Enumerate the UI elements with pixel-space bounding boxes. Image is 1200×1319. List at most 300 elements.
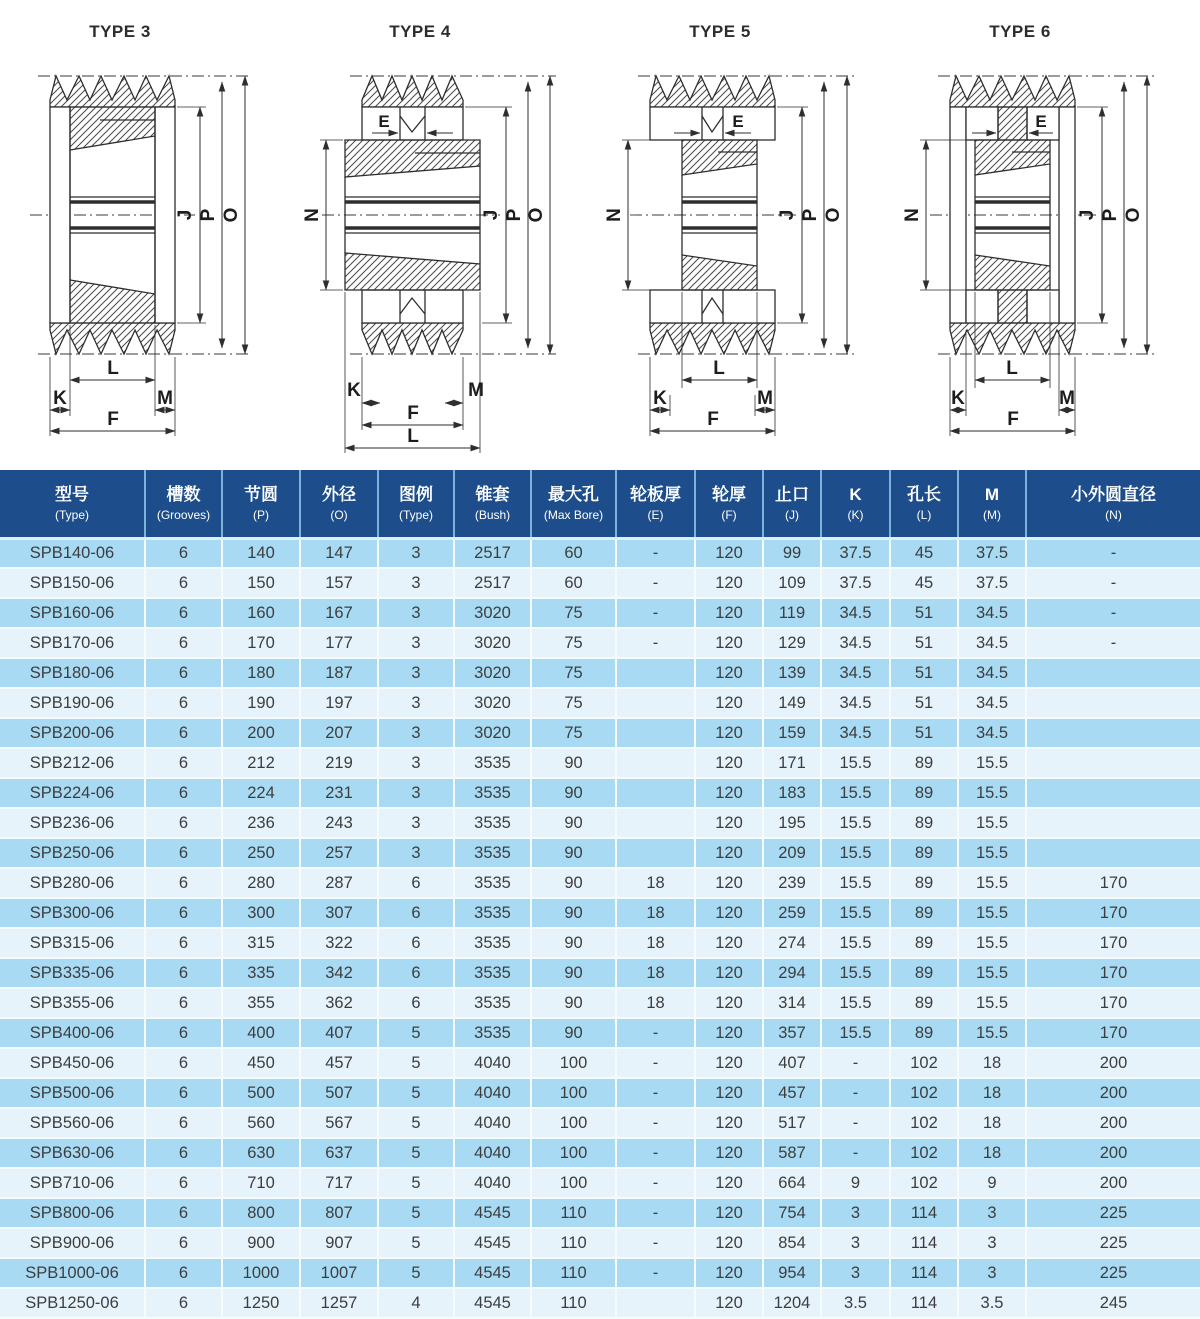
cell: 3 bbox=[958, 1198, 1026, 1228]
diagram-title-type-3: TYPE 3 bbox=[89, 22, 151, 41]
cell: 15.5 bbox=[821, 748, 890, 778]
dim-label-m: M bbox=[157, 388, 173, 409]
cell: 567 bbox=[300, 1108, 378, 1138]
cell: 5 bbox=[378, 1258, 454, 1288]
cell: 18 bbox=[616, 898, 695, 928]
cell: 225 bbox=[1026, 1198, 1200, 1228]
cell: 120 bbox=[695, 898, 763, 928]
dim-label-p: P bbox=[198, 208, 219, 222]
cell bbox=[616, 748, 695, 778]
cell: 45 bbox=[890, 568, 958, 598]
cell: - bbox=[616, 1018, 695, 1048]
cell: 259 bbox=[763, 898, 821, 928]
cell: 243 bbox=[300, 808, 378, 838]
cell: 3535 bbox=[454, 868, 531, 898]
cell: 90 bbox=[531, 748, 616, 778]
pulley-drawing-type-5 bbox=[600, 0, 900, 466]
cell: - bbox=[616, 568, 695, 598]
cell: 102 bbox=[890, 1048, 958, 1078]
cell: 6 bbox=[145, 988, 222, 1018]
table-row bbox=[0, 1018, 1200, 1048]
cell bbox=[616, 688, 695, 718]
cell: 212 bbox=[222, 748, 300, 778]
cell: 120 bbox=[695, 568, 763, 598]
column-header: 槽数 (Grooves) bbox=[145, 470, 222, 538]
cell: 4545 bbox=[454, 1228, 531, 1258]
cell: 119 bbox=[763, 598, 821, 628]
cell: 6 bbox=[145, 688, 222, 718]
cell: 110 bbox=[531, 1228, 616, 1258]
table-row bbox=[0, 718, 1200, 748]
cell: 6 bbox=[145, 718, 222, 748]
cell: SPB280-06 bbox=[0, 868, 145, 898]
cell: 34.5 bbox=[958, 598, 1026, 628]
dim-label-l: L bbox=[713, 358, 725, 379]
cell: 90 bbox=[531, 958, 616, 988]
cell: 307 bbox=[300, 898, 378, 928]
cell: 280 bbox=[222, 868, 300, 898]
cell: SPB355-06 bbox=[0, 988, 145, 1018]
dim-label-l: L bbox=[1006, 358, 1018, 379]
cell: 6 bbox=[145, 898, 222, 928]
cell: 6 bbox=[145, 838, 222, 868]
diagram-title-type-5: TYPE 5 bbox=[689, 22, 751, 41]
table-row bbox=[0, 808, 1200, 838]
cell: 6 bbox=[378, 928, 454, 958]
cell: SPB1000-06 bbox=[0, 1258, 145, 1288]
cell: 3020 bbox=[454, 718, 531, 748]
cell: 342 bbox=[300, 958, 378, 988]
cell: 200 bbox=[1026, 1138, 1200, 1168]
cell: 120 bbox=[695, 718, 763, 748]
dim-label-p: P bbox=[504, 208, 525, 222]
cell: SPB170-06 bbox=[0, 628, 145, 658]
cell: 3535 bbox=[454, 928, 531, 958]
spec-table bbox=[0, 470, 1200, 1319]
cell: 15.5 bbox=[958, 898, 1026, 928]
cell: 18 bbox=[616, 958, 695, 988]
cell: 219 bbox=[300, 748, 378, 778]
cell: - bbox=[1026, 568, 1200, 598]
cell: 3535 bbox=[454, 898, 531, 928]
dim-label-e: E bbox=[732, 112, 744, 131]
cell: 710 bbox=[222, 1168, 300, 1198]
cell: 6 bbox=[145, 1168, 222, 1198]
cell: 294 bbox=[763, 958, 821, 988]
cell: 2517 bbox=[454, 568, 531, 598]
cell: SPB335-06 bbox=[0, 958, 145, 988]
cell: SPB315-06 bbox=[0, 928, 145, 958]
column-header: 小外圆直径 (N) bbox=[1026, 470, 1200, 538]
cell: 315 bbox=[222, 928, 300, 958]
cell: 60 bbox=[531, 538, 616, 568]
cell: 15.5 bbox=[958, 838, 1026, 868]
cell: 1204 bbox=[763, 1288, 821, 1318]
cell: 6 bbox=[145, 1198, 222, 1228]
cell: 157 bbox=[300, 568, 378, 598]
cell: - bbox=[616, 1258, 695, 1288]
dim-label-j: J bbox=[777, 209, 798, 221]
cell: 120 bbox=[695, 1138, 763, 1168]
cell: 4040 bbox=[454, 1108, 531, 1138]
cell: 15.5 bbox=[958, 958, 1026, 988]
cell: 3.5 bbox=[821, 1288, 890, 1318]
cell: SPB250-06 bbox=[0, 838, 145, 868]
cell: 239 bbox=[763, 868, 821, 898]
cell: 120 bbox=[695, 778, 763, 808]
cell: 3535 bbox=[454, 838, 531, 868]
cell: 231 bbox=[300, 778, 378, 808]
cell: 3020 bbox=[454, 658, 531, 688]
cell: 90 bbox=[531, 928, 616, 958]
cell: 170 bbox=[1026, 928, 1200, 958]
cell: - bbox=[1026, 538, 1200, 568]
cell: 5 bbox=[378, 1078, 454, 1108]
table-row bbox=[0, 1138, 1200, 1168]
table-row bbox=[0, 958, 1200, 988]
cell: 100 bbox=[531, 1108, 616, 1138]
cell: - bbox=[616, 628, 695, 658]
cell: 15.5 bbox=[821, 868, 890, 898]
cell: 3 bbox=[821, 1258, 890, 1288]
cell: 34.5 bbox=[821, 688, 890, 718]
column-header: M (M) bbox=[958, 470, 1026, 538]
cell: 3 bbox=[378, 688, 454, 718]
cell: SPB400-06 bbox=[0, 1018, 145, 1048]
cell: 400 bbox=[222, 1018, 300, 1048]
cell: 6 bbox=[145, 1138, 222, 1168]
cell: 120 bbox=[695, 838, 763, 868]
cell: - bbox=[616, 538, 695, 568]
dim-label-p: P bbox=[800, 208, 821, 222]
table-row bbox=[0, 748, 1200, 778]
dim-label-p: P bbox=[1100, 208, 1121, 222]
cell: 102 bbox=[890, 1108, 958, 1138]
cell: 6 bbox=[145, 808, 222, 838]
cell: 183 bbox=[763, 778, 821, 808]
cell bbox=[616, 808, 695, 838]
cell: 209 bbox=[763, 838, 821, 868]
cell: 457 bbox=[300, 1048, 378, 1078]
column-header: 轮厚 (F) bbox=[695, 470, 763, 538]
cell: 807 bbox=[300, 1198, 378, 1228]
cell: 907 bbox=[300, 1228, 378, 1258]
cell: 3 bbox=[378, 658, 454, 688]
cell: SPB212-06 bbox=[0, 748, 145, 778]
cell: 6 bbox=[145, 928, 222, 958]
cell: 90 bbox=[531, 868, 616, 898]
cell: 90 bbox=[531, 838, 616, 868]
cell: 854 bbox=[763, 1228, 821, 1258]
cell: 34.5 bbox=[958, 718, 1026, 748]
cell: 3535 bbox=[454, 958, 531, 988]
cell: 357 bbox=[763, 1018, 821, 1048]
cell: 190 bbox=[222, 688, 300, 718]
pulley-drawing-type-4 bbox=[300, 0, 600, 466]
cell: 120 bbox=[695, 1258, 763, 1288]
cell: 60 bbox=[531, 568, 616, 598]
cell: 109 bbox=[763, 568, 821, 598]
cell: 1250 bbox=[222, 1288, 300, 1318]
cell: 3 bbox=[821, 1198, 890, 1228]
pulley-diagram-type-4 bbox=[300, 0, 600, 466]
cell: 37.5 bbox=[821, 568, 890, 598]
cell bbox=[1026, 748, 1200, 778]
cell: 507 bbox=[300, 1078, 378, 1108]
cell: 5 bbox=[378, 1168, 454, 1198]
table-row bbox=[0, 778, 1200, 808]
cell: 3535 bbox=[454, 748, 531, 778]
cell: 114 bbox=[890, 1288, 958, 1318]
spec-table-head bbox=[0, 470, 1200, 538]
cell: 18 bbox=[958, 1048, 1026, 1078]
cell: 3535 bbox=[454, 1018, 531, 1048]
cell: 89 bbox=[890, 808, 958, 838]
cell: 15.5 bbox=[821, 898, 890, 928]
cell: 5 bbox=[378, 1018, 454, 1048]
cell: 120 bbox=[695, 1018, 763, 1048]
cell: 6 bbox=[145, 958, 222, 988]
cell: 51 bbox=[890, 598, 958, 628]
cell: 89 bbox=[890, 1018, 958, 1048]
cell: SPB300-06 bbox=[0, 898, 145, 928]
cell: 187 bbox=[300, 658, 378, 688]
cell: 140 bbox=[222, 538, 300, 568]
cell: SPB1250-06 bbox=[0, 1288, 145, 1318]
cell: SPB160-06 bbox=[0, 598, 145, 628]
cell: 114 bbox=[890, 1258, 958, 1288]
cell: 15.5 bbox=[958, 988, 1026, 1018]
cell: 15.5 bbox=[821, 988, 890, 1018]
cell: 6 bbox=[378, 988, 454, 1018]
cell: 120 bbox=[695, 928, 763, 958]
cell: 89 bbox=[890, 838, 958, 868]
column-header: 轮板厚 (E) bbox=[616, 470, 695, 538]
cell: 120 bbox=[695, 688, 763, 718]
cell: 314 bbox=[763, 988, 821, 1018]
cell: 3 bbox=[378, 748, 454, 778]
cell: - bbox=[616, 1198, 695, 1228]
cell: 89 bbox=[890, 778, 958, 808]
diagram-title-type-6: TYPE 6 bbox=[989, 22, 1051, 41]
cell: 5 bbox=[378, 1228, 454, 1258]
cell: 587 bbox=[763, 1138, 821, 1168]
cell: 560 bbox=[222, 1108, 300, 1138]
diagram-title-type-4: TYPE 4 bbox=[389, 22, 451, 41]
cell: 18 bbox=[616, 988, 695, 1018]
cell: 102 bbox=[890, 1138, 958, 1168]
cell: 75 bbox=[531, 688, 616, 718]
cell: 37.5 bbox=[958, 568, 1026, 598]
dim-label-m: M bbox=[468, 380, 484, 401]
table-row bbox=[0, 568, 1200, 598]
cell: 120 bbox=[695, 1228, 763, 1258]
cell bbox=[1026, 838, 1200, 868]
cell: 120 bbox=[695, 628, 763, 658]
cell: 15.5 bbox=[958, 928, 1026, 958]
cell: 75 bbox=[531, 718, 616, 748]
cell: 6 bbox=[145, 1288, 222, 1318]
cell: - bbox=[616, 1078, 695, 1108]
cell: 3 bbox=[378, 778, 454, 808]
cell: 4545 bbox=[454, 1288, 531, 1318]
cell: 637 bbox=[300, 1138, 378, 1168]
cell: 754 bbox=[763, 1198, 821, 1228]
dim-label-l: L bbox=[407, 426, 419, 447]
cell: 170 bbox=[1026, 958, 1200, 988]
cell: 6 bbox=[145, 778, 222, 808]
dim-label-f: F bbox=[1007, 409, 1019, 430]
dim-label-o: O bbox=[823, 207, 844, 223]
cell: 4545 bbox=[454, 1198, 531, 1228]
cell: SPB450-06 bbox=[0, 1048, 145, 1078]
cell: 500 bbox=[222, 1078, 300, 1108]
cell: 89 bbox=[890, 928, 958, 958]
pulley-drawing-type-6 bbox=[900, 0, 1200, 466]
cell: 34.5 bbox=[821, 628, 890, 658]
table-row bbox=[0, 1288, 1200, 1318]
table-row bbox=[0, 1078, 1200, 1108]
cell: 147 bbox=[300, 538, 378, 568]
cell: 236 bbox=[222, 808, 300, 838]
cell: 200 bbox=[1026, 1078, 1200, 1108]
cell: 114 bbox=[890, 1228, 958, 1258]
cell: SPB236-06 bbox=[0, 808, 145, 838]
dim-label-k: K bbox=[653, 388, 667, 409]
cell: 89 bbox=[890, 958, 958, 988]
column-header: 锥套 (Bush) bbox=[454, 470, 531, 538]
cell: 3 bbox=[378, 808, 454, 838]
dim-label-f: F bbox=[407, 403, 419, 424]
cell bbox=[616, 838, 695, 868]
table-row bbox=[0, 898, 1200, 928]
cell: 15.5 bbox=[958, 778, 1026, 808]
cell bbox=[616, 718, 695, 748]
cell: 630 bbox=[222, 1138, 300, 1168]
cell: 170 bbox=[1026, 898, 1200, 928]
cell: 3 bbox=[378, 628, 454, 658]
cell: 34.5 bbox=[958, 658, 1026, 688]
cell: 34.5 bbox=[958, 688, 1026, 718]
cell: 120 bbox=[695, 538, 763, 568]
cell: 18 bbox=[958, 1078, 1026, 1108]
cell: 6 bbox=[145, 1228, 222, 1258]
cell: 1000 bbox=[222, 1258, 300, 1288]
cell: 6 bbox=[145, 1258, 222, 1288]
cell: 15.5 bbox=[821, 1018, 890, 1048]
cell: SPB500-06 bbox=[0, 1078, 145, 1108]
cell: 89 bbox=[890, 898, 958, 928]
cell: 6 bbox=[378, 958, 454, 988]
cell: 9 bbox=[958, 1168, 1026, 1198]
dim-label-e: E bbox=[1035, 112, 1047, 131]
cell: 257 bbox=[300, 838, 378, 868]
cell: 90 bbox=[531, 1018, 616, 1048]
cell: 180 bbox=[222, 658, 300, 688]
cell: 4040 bbox=[454, 1048, 531, 1078]
cell: 407 bbox=[763, 1048, 821, 1078]
dim-label-e: E bbox=[378, 112, 390, 131]
pulley-diagrams-row bbox=[0, 0, 1200, 466]
cell: 120 bbox=[695, 988, 763, 1018]
dim-label-k: K bbox=[951, 388, 965, 409]
dim-label-j: J bbox=[1077, 209, 1098, 221]
cell: 100 bbox=[531, 1078, 616, 1108]
cell: 110 bbox=[531, 1258, 616, 1288]
table-row bbox=[0, 1048, 1200, 1078]
cell: 362 bbox=[300, 988, 378, 1018]
cell: 170 bbox=[222, 628, 300, 658]
cell: 45 bbox=[890, 538, 958, 568]
cell: - bbox=[616, 1168, 695, 1198]
dim-label-j: J bbox=[175, 209, 196, 221]
dim-label-f: F bbox=[707, 409, 719, 430]
cell: 100 bbox=[531, 1048, 616, 1078]
column-header: 最大孔 (Max Bore) bbox=[531, 470, 616, 538]
table-row bbox=[0, 988, 1200, 1018]
cell: 120 bbox=[695, 958, 763, 988]
cell: 110 bbox=[531, 1198, 616, 1228]
cell: 6 bbox=[145, 1048, 222, 1078]
cell: 149 bbox=[763, 688, 821, 718]
cell: 160 bbox=[222, 598, 300, 628]
dim-label-k: K bbox=[347, 380, 361, 401]
dim-label-f: F bbox=[107, 409, 119, 430]
cell: 110 bbox=[531, 1288, 616, 1318]
cell: 3020 bbox=[454, 628, 531, 658]
cell: 18 bbox=[958, 1138, 1026, 1168]
cell: 225 bbox=[1026, 1228, 1200, 1258]
cell: 102 bbox=[890, 1078, 958, 1108]
cell: 4040 bbox=[454, 1168, 531, 1198]
cell: 6 bbox=[145, 1108, 222, 1138]
cell: 89 bbox=[890, 988, 958, 1018]
cell: 90 bbox=[531, 898, 616, 928]
cell: 15.5 bbox=[821, 778, 890, 808]
cell: 15.5 bbox=[958, 748, 1026, 778]
cell: 120 bbox=[695, 1288, 763, 1318]
dim-label-n: N bbox=[604, 208, 625, 222]
cell: - bbox=[616, 1048, 695, 1078]
cell: SPB710-06 bbox=[0, 1168, 145, 1198]
cell: 200 bbox=[222, 718, 300, 748]
cell: 75 bbox=[531, 628, 616, 658]
cell: 171 bbox=[763, 748, 821, 778]
table-row bbox=[0, 598, 1200, 628]
cell: 167 bbox=[300, 598, 378, 628]
cell: 170 bbox=[1026, 868, 1200, 898]
pulley-drawing-type-3 bbox=[0, 0, 300, 466]
cell: 177 bbox=[300, 628, 378, 658]
column-header: 止口 (J) bbox=[763, 470, 821, 538]
cell: 6 bbox=[145, 598, 222, 628]
cell: 3 bbox=[378, 538, 454, 568]
cell: 120 bbox=[695, 1108, 763, 1138]
cell: 18 bbox=[616, 928, 695, 958]
cell: 457 bbox=[763, 1078, 821, 1108]
cell: 274 bbox=[763, 928, 821, 958]
cell: 6 bbox=[145, 538, 222, 568]
cell: 3020 bbox=[454, 688, 531, 718]
cell: 200 bbox=[1026, 1108, 1200, 1138]
cell: 1257 bbox=[300, 1288, 378, 1318]
cell: 4040 bbox=[454, 1138, 531, 1168]
cell: 6 bbox=[378, 868, 454, 898]
cell: 3 bbox=[378, 598, 454, 628]
column-header: 孔长 (L) bbox=[890, 470, 958, 538]
table-row bbox=[0, 1228, 1200, 1258]
cell bbox=[1026, 778, 1200, 808]
